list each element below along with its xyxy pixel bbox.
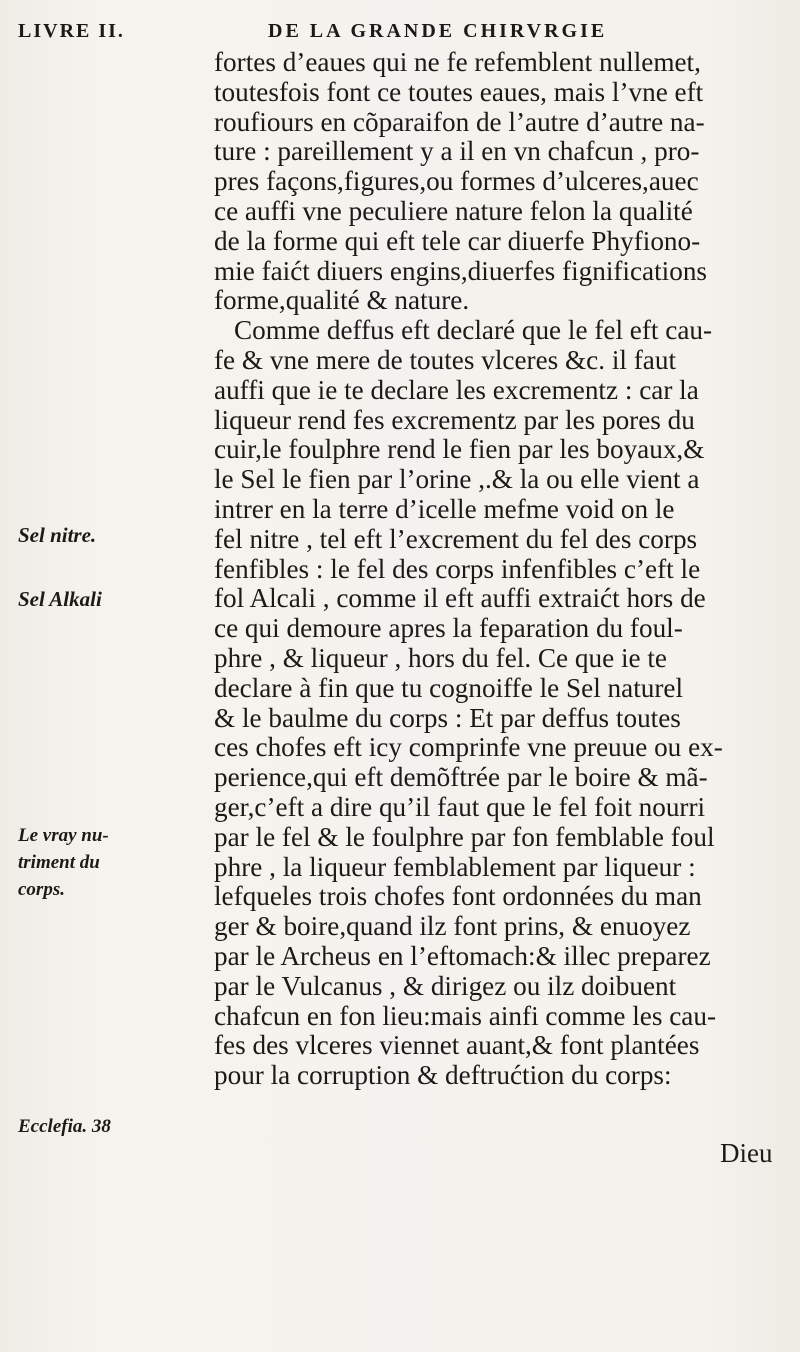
text-line: intrer en la terre d’icelle mefme void on le [214, 494, 675, 524]
margin-note-text: Ecclefia. 38 [18, 1116, 111, 1137]
text-line: phre , & liqueur , hors du fel. Ce que ie te [214, 643, 668, 673]
margin-note-sel-alkali [18, 586, 208, 613]
text-line: par le Vulcanus , & dirigez ou ilz doibuent [214, 971, 677, 1001]
margin-note-vray-nutriment [18, 822, 208, 903]
text-line: chafcun en fon lieu:mais ainfi comme les cau- [214, 1001, 717, 1031]
header-book-number: LIVRE II. [18, 20, 125, 42]
text-line: declare à fin que tu cognoiffe le Sel naturel [214, 673, 684, 703]
text-line: pour la corruption & deftrućtion du corps: [214, 1061, 672, 1091]
text-line: par le Archeus en l’eftomach:& illec preparez [214, 941, 711, 971]
text-line: roufiours en cõparaifon de l’autre d’autre na- [214, 107, 705, 137]
header-title: DE LA GRANDE CHIRVRGIE [268, 20, 608, 42]
margin-note-text: corps. [18, 879, 65, 900]
text-line: forme,qualité & nature. [214, 286, 470, 316]
text-line: ces chofes eft icy comprinfe vne preuue ou ex- [214, 733, 723, 763]
text-line: par le fel & le foulphre par fon femblable foul [214, 822, 715, 852]
margin-note-ecclesia [18, 1113, 208, 1140]
text-line: ce qui demoure apres la feparation du foul- [214, 614, 683, 644]
text-line: fe & vne mere de toutes vlceres &c. il faut [214, 345, 677, 375]
text-line: auffi que ie te declare les excrementz : car la [214, 375, 699, 405]
text-line: & le baulme du corps : Et par deffus toutes [214, 703, 681, 733]
text-line: toutesfois font ce toutes eaues, mais l’vne eft [214, 77, 704, 107]
text-line: phre , la liqueur femblablement par liqueur : [214, 852, 696, 882]
margin-note-sel-nitre [18, 522, 208, 549]
text-line: ger,c’eft a dire qu’il faut que le fel foit nourri [214, 792, 706, 822]
text-line: mie faićt diuers engins,diuerfes fignifications [214, 256, 707, 286]
catchword: Dieu [720, 1138, 773, 1168]
text-line: ce auffi vne peculiere nature felon la qualité [214, 196, 693, 226]
text-line: cuir,le foulphre rend le fien par les boyaux,& [214, 435, 705, 465]
text-line: fol Alcali , comme il eft auffi extraićt hors de [214, 584, 706, 614]
text-line: de la forme qui eft tele car diuerfe Phyfiono- [214, 226, 701, 256]
text-line: fenfibles : le fel des corps infenfibles c’eft le [214, 554, 701, 584]
text-line: fel nitre , tel eft l’excrement du fel des corps [214, 524, 698, 554]
text-line: liqueur rend fes excrementz par les pores du [214, 405, 695, 435]
margin-note-text: Le vray nu- [18, 825, 109, 846]
text-line: fes des vlceres viennet auant,& font plantées [214, 1031, 700, 1061]
margin-note-text: triment du [18, 852, 100, 873]
text-line: lefqueles trois chofes font ordonnées du man [214, 882, 702, 912]
margin-note-text: Sel nitre. [18, 523, 97, 547]
text-line: pres façons,figures,ou formes d’ulceres,auec [214, 167, 699, 197]
text-line: le Sel le fien par l’orine ,.& la ou elle vient a [214, 465, 700, 495]
text-line: Comme deffus eft declaré que le fel eft cau- [234, 316, 713, 346]
text-line: fortes d’eaues qui ne fe refemblent nullemet, [214, 48, 701, 77]
text-line: ger & boire,quand ilz font prins, & enuoyez [214, 912, 691, 942]
main-text-block [214, 48, 786, 1091]
running-header [0, 20, 800, 50]
margin-note-text: Sel Alkali [18, 587, 102, 611]
text-line: ture : pareillement y a il en vn chafcun , pro- [214, 137, 700, 167]
text-line: perience,qui eft demõftrée par le boire & mã- [214, 763, 708, 793]
